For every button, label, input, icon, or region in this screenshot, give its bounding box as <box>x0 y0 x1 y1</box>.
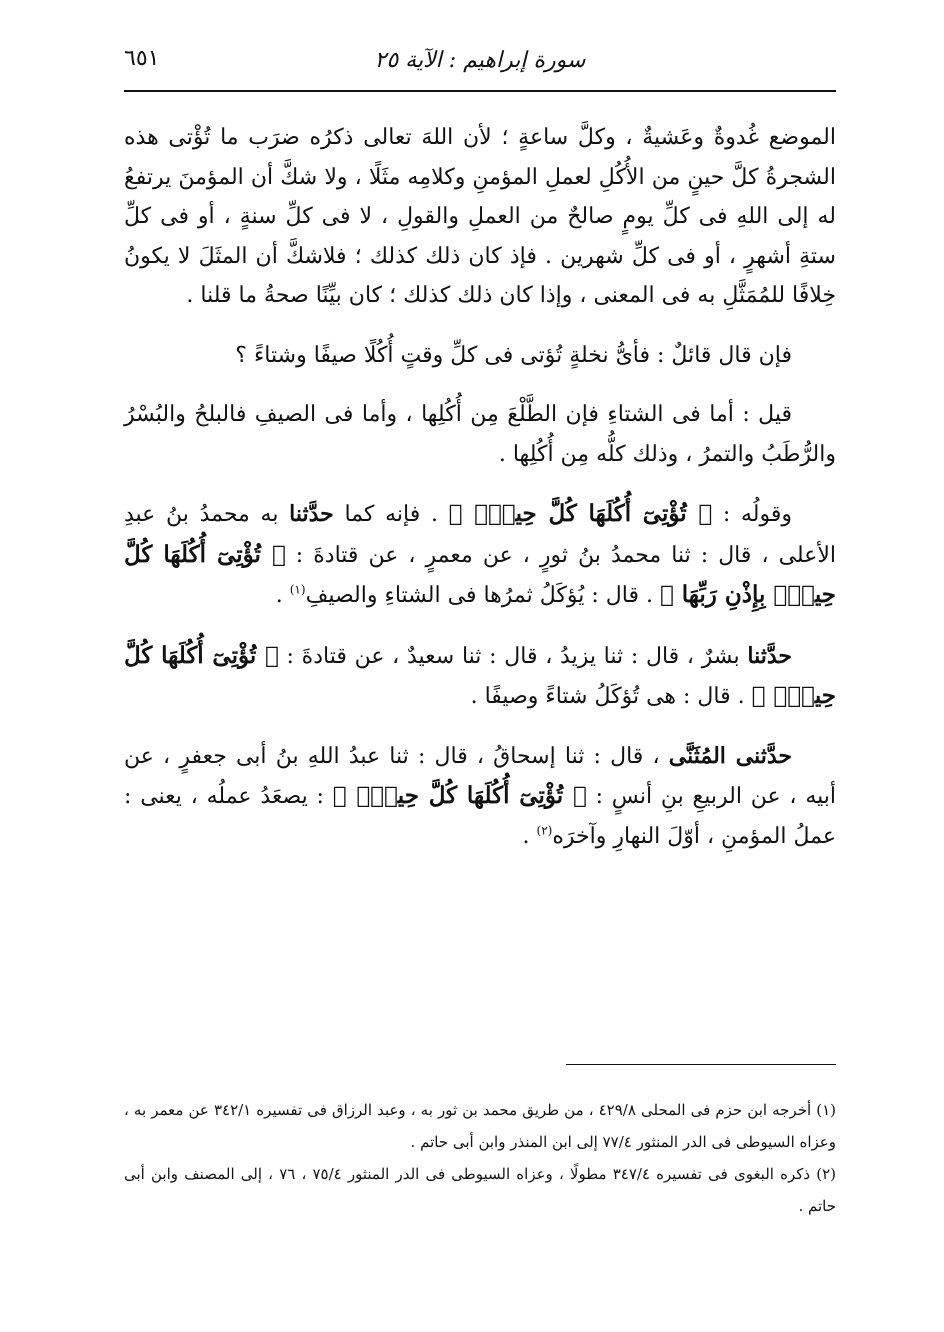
paragraph-5 <box>124 636 836 717</box>
text-run: : يصعَدُ عملُه ، يعنى : عملُ المؤمنِ ، أوّلَ النهارِ وآخرَه <box>124 784 836 849</box>
footnote-rule <box>566 1064 836 1065</box>
running-title: سورة إبراهيم : الآية ٢٥ <box>374 48 586 73</box>
page-number: ٦٥١ <box>124 46 160 71</box>
quran-verse: ﴿ تُؤْتِىٓ أُكُلَهَا كُلَّ حِينِۭ ﴾ <box>448 500 713 527</box>
text-run: وقولُه : <box>712 502 793 527</box>
footnote-2: (٢) ذكره البغوى فى تفسيره ٣٤٧/٤ مطولًا ، وعزاه السيوطى فى الدر المنثور ٧٥/٤ ، ٧٦ ، إلى المصنف وابن أبى حاتم . <box>124 1165 836 1215</box>
quran-verse: ﴿ تُؤْتِىٓ أُكُلَهَا كُلَّ حِينِۭ ﴾ <box>332 782 587 809</box>
narration-keyword: حدَّثنى المُثَنَّى <box>668 742 792 769</box>
text-run: ، قال : ثنا إسحاقُ ، قال : ثنا عبدُ اللهِ بنُ أبى جعفرٍ ، عن أبيه ، عن الربيعِ بنِ أنسٍ : <box>124 743 836 809</box>
paragraph-3: قيل : أما فى الشتاءِ فإن الطَّلْعَ مِن أُكُلِها ، وأما فى الصيفِ فالبلحُ والبُسْرُ والرُّطَبُ والتمرُ ، وذلك كلُّه مِن أُكُلِها . <box>124 402 836 467</box>
footnote-marker-2: (٢) <box>536 823 553 838</box>
quran-verse: ﴿ تُؤْتِىٓ أُكُلَهَا كُلَّ حِينِۭ بِإِذْنِ رَبِّهَا ﴾ <box>124 540 836 608</box>
text-run: به محمدُ بنُ عبدِ الأعلى ، قال : ثنا محمدُ بنُ ثورٍ ، عن معمرٍ ، عن قتادةَ : <box>124 502 836 568</box>
text-run: . <box>275 583 290 608</box>
paragraph-6 <box>124 737 836 857</box>
text-run: . قال : هى تُؤكَلُ شتاءً وصيفًا . <box>470 684 752 709</box>
page-header <box>124 40 836 88</box>
quran-verse: ﴿ تُؤْتِىٓ أُكُلَهَا كُلَّ حِينِۭ ﴾ <box>124 641 836 709</box>
header-rule <box>124 90 836 92</box>
footnotes <box>124 1094 836 1222</box>
narration-keyword: حدَّثنا <box>289 501 334 527</box>
paragraph-4 <box>124 494 836 616</box>
narration-keyword: حدَّثنا <box>747 642 792 669</box>
text-run: بشرٌ ، قال : ثنا يزيدُ ، قال : ثنا سعيدٌ ، عن قتادةَ : <box>278 643 748 669</box>
paragraph-2: فإن قال قائلٌ : فأىُّ نخلةٍ تُؤتى فى كلِّ وقتٍ أُكُلًا صيفًا وشتاءً ؟ <box>235 342 792 368</box>
main-text <box>124 118 836 856</box>
text-run: . قال : يُؤكَلُ ثمرُها فى الشتاءِ والصيفِ <box>305 583 660 608</box>
text-run: . فإنه كما <box>333 502 449 527</box>
footnote-marker-1: (١) <box>289 582 306 597</box>
paragraph-1: الموضع غُدوةٌ وعَشيةٌ ، وكلَّ ساعةٍ ؛ لأن اللهَ تعالى ذكرُه ضرَب ما تُؤْتى هذه الشجرةُ كلَّ حينٍ من الأُكُلِ لعملِ المؤمنِ وكلامِه مثَلًا ، ولا شكَّ أن المؤمنَ يرتفعُ له إلى اللهِ فى كلِّ يومٍ صالحٌ من العملِ والقولِ ، لا فى كلِّ سنةٍ ، أو فى كلِّ ستةِ أشهرٍ ، أو فى كلِّ شهرين . فإذ كان ذلك كذلك ؛ فلاشكَّ أن المثَلَ لا يكونُ خِلافًا للمُمَثَّلِ به فى المعنى ، وإذا كان ذلك كذلك ؛ كان بيِّنًا صحةُ ما قلنا . <box>124 125 836 308</box>
footnote-1: (١) أخرجه ابن حزم فى المحلى ٤٢٩/٨ ، من طريق محمد بن ثور به ، وعبد الرزاق فى تفسيره ٣٤٢/١ عن معمر به ، وعزاه السيوطى فى الدر المنثور ٧٧/٤ إلى ابن المنذر وابن أبى حاتم . <box>124 1101 836 1151</box>
text-run: . <box>522 823 537 849</box>
